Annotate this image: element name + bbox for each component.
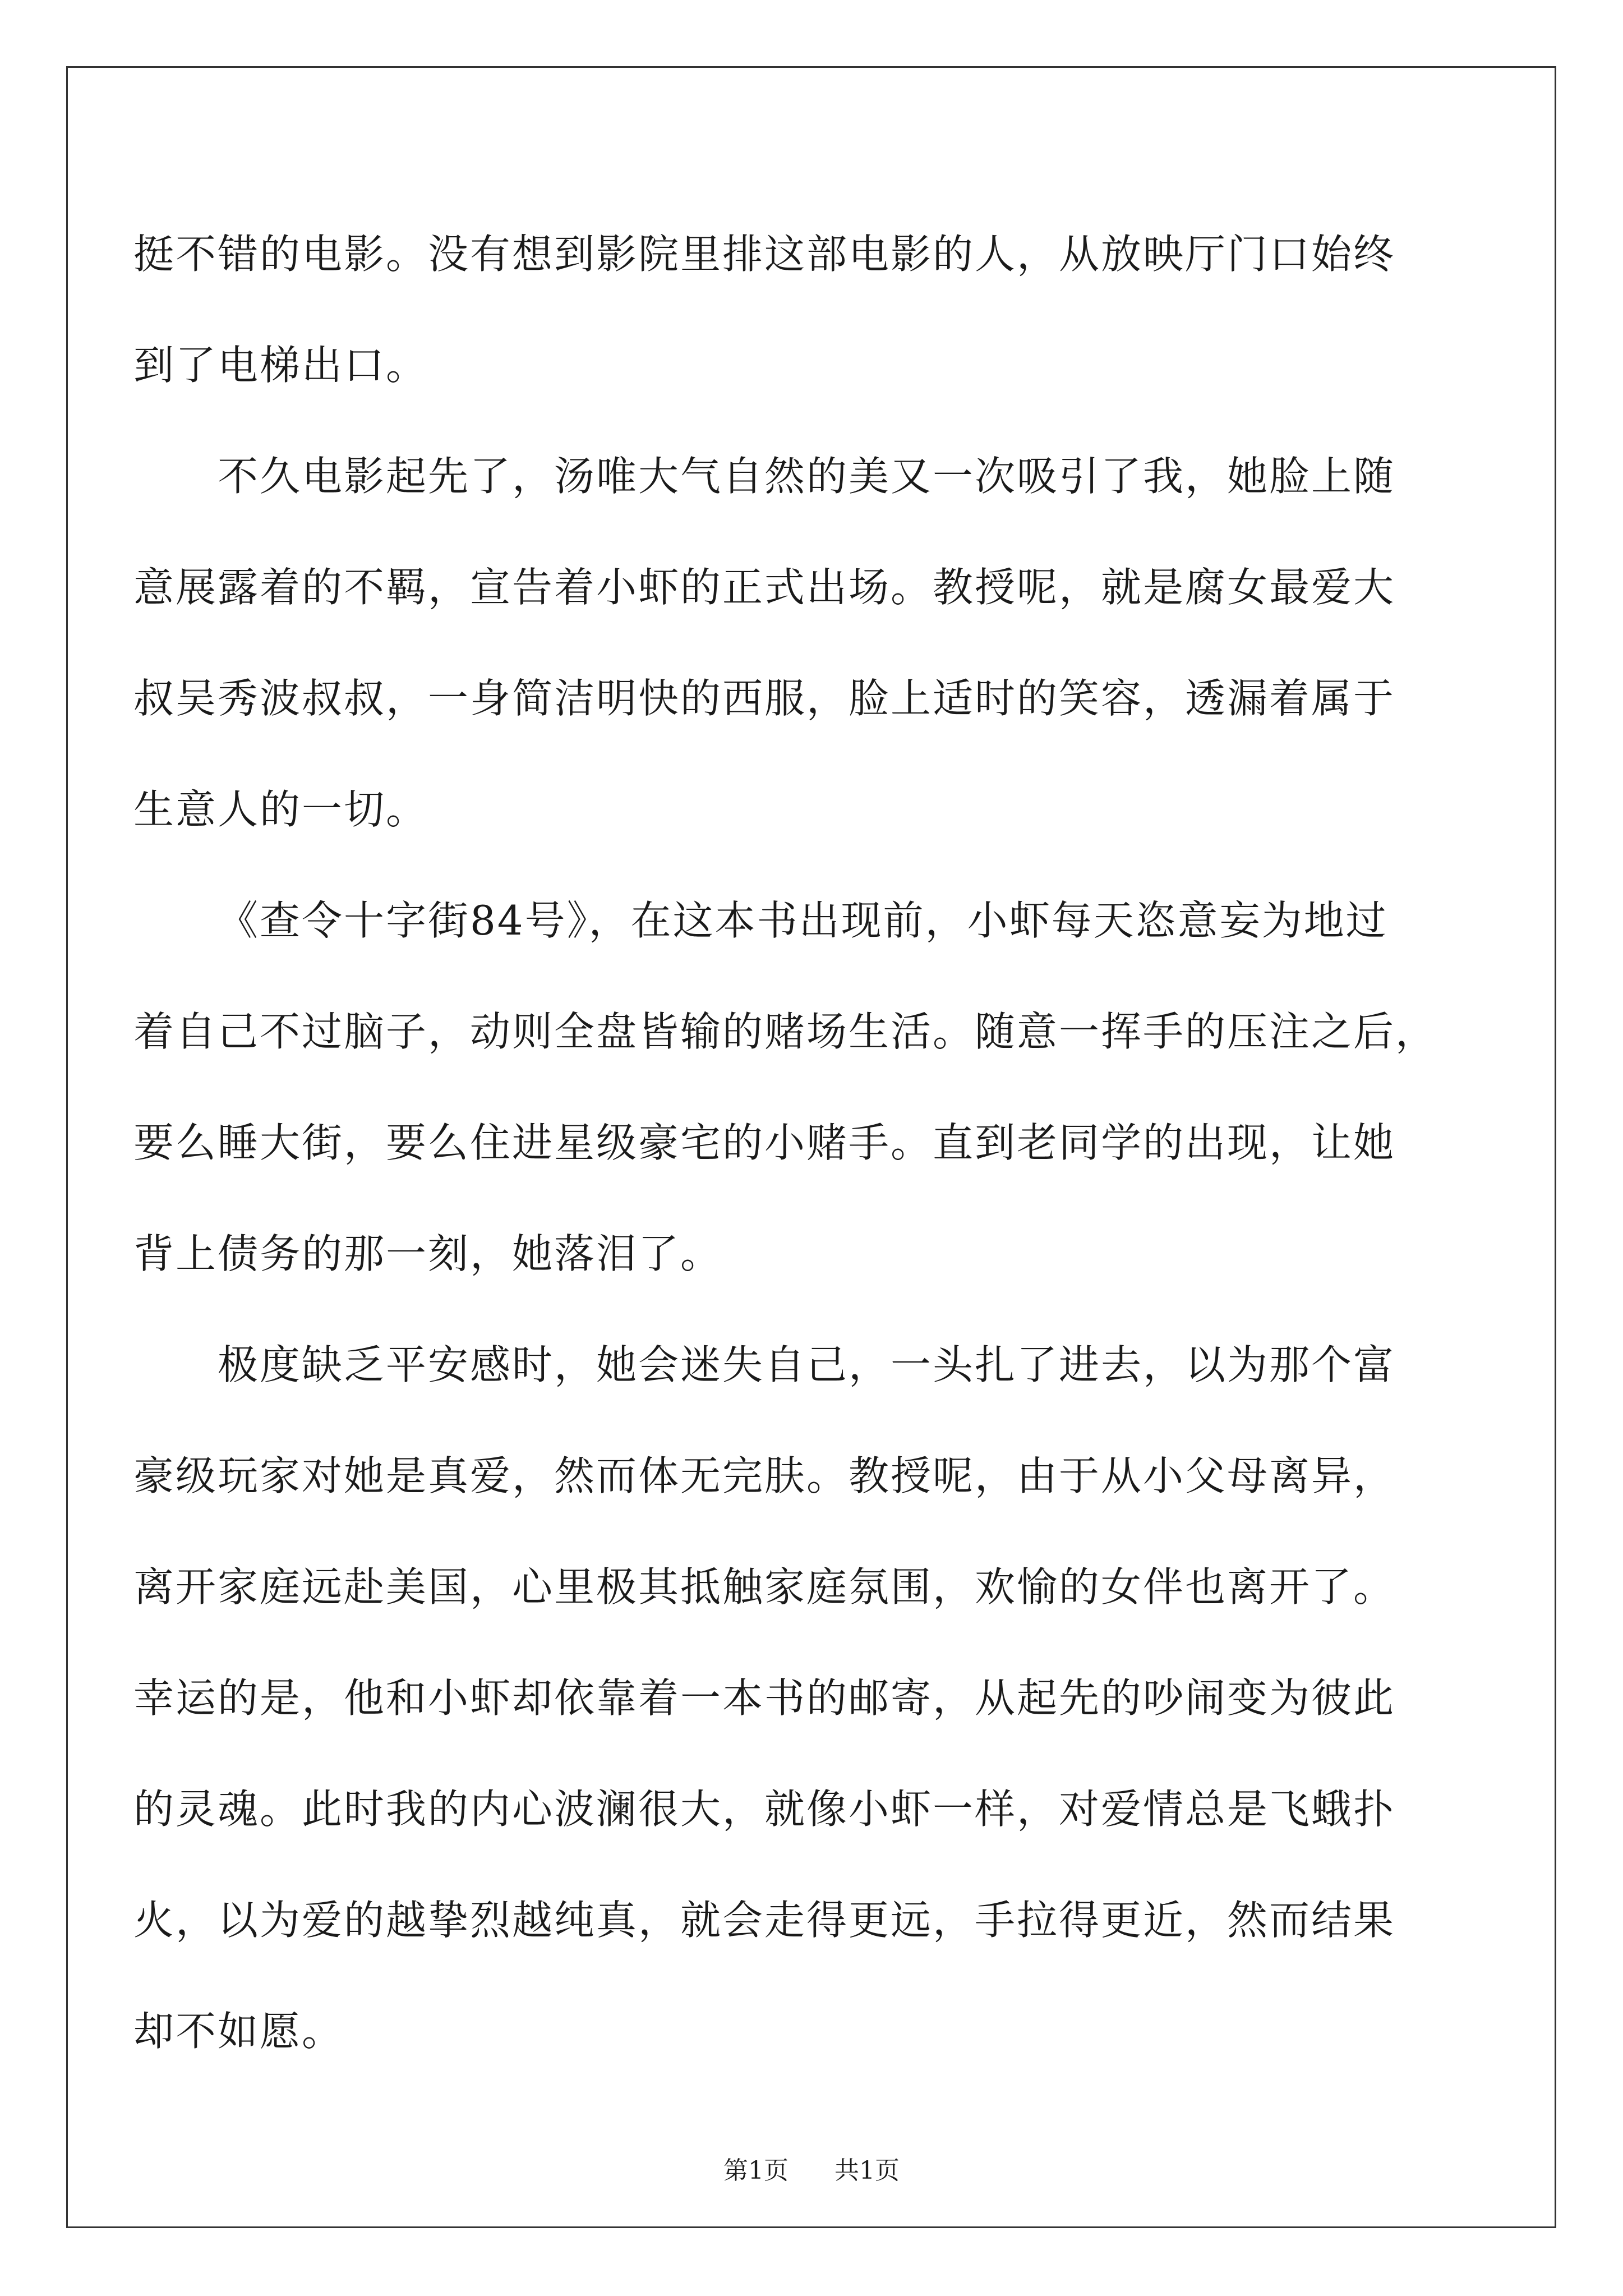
page-number: 第1页: [723, 2156, 789, 2185]
text-line: 叔吴秀波叔叔，一身简洁明快的西服，脸上适时的笑容，透漏着属于: [133, 675, 1396, 722]
text-line: 着自己不过脑子，动则全盘皆输的赌场生活。随意一挥手的压注之后，: [133, 1008, 1438, 1055]
text-line: 的灵魂。此时我的内心波澜很大，就像小虾一样，对爱情总是飞蛾扑: [133, 1786, 1396, 1833]
text-line: 要么睡大街，要么住进星级豪宅的小赌手。直到老同学的出现，让她: [133, 1119, 1396, 1166]
text-line: 极度缺乏平安感时，她会迷失自己，一头扎了进去，以为那个富: [218, 1341, 1396, 1388]
text-line: 离开家庭远赴美国，心里极其抵触家庭氛围，欢愉的女伴也离开了。: [133, 1563, 1396, 1611]
text-line: 却不如愿。: [133, 2008, 344, 2055]
page-total: 共1页: [834, 2156, 900, 2185]
text-line: 火，以为爱的越挚烈越纯真，就会走得更远，手拉得更近，然而结果: [133, 1897, 1396, 1944]
text-line: 生意人的一切。: [133, 786, 428, 833]
paragraph-4: [133, 1309, 1490, 2087]
page-footer: [0, 2154, 1623, 2188]
text-line: 挺不错的电影。没有想到影院里排这部电影的人，从放映厅门口始终: [133, 231, 1396, 278]
text-line: 意展露着的不羁，宣告着小虾的正式出场。教授呢，就是腐女最爱大: [133, 564, 1396, 611]
text-line: 不久电影起先了，汤唯大气自然的美又一次吸引了我，她脸上随: [218, 453, 1396, 500]
paragraph-continued: [133, 199, 1490, 421]
text-line: 幸运的是，他和小虾却依靠着一本书的邮寄，从起先的吵闹变为彼此: [133, 1674, 1396, 1722]
text-line: 《查令十字街84号》，在这本书出现前，小虾每天恣意妄为地过: [218, 897, 1388, 944]
paragraph-3: [133, 865, 1490, 1309]
paragraph-2: [133, 421, 1490, 865]
text-line: 豪级玩家对她是真爱，然而体无完肤。教授呢，由于从小父母离异，: [133, 1452, 1396, 1499]
text-line: 背上债务的那一刻，她落泪了。: [133, 1230, 723, 1277]
document-body: [133, 199, 1490, 2087]
text-line: 到了电梯出口。: [133, 342, 428, 389]
